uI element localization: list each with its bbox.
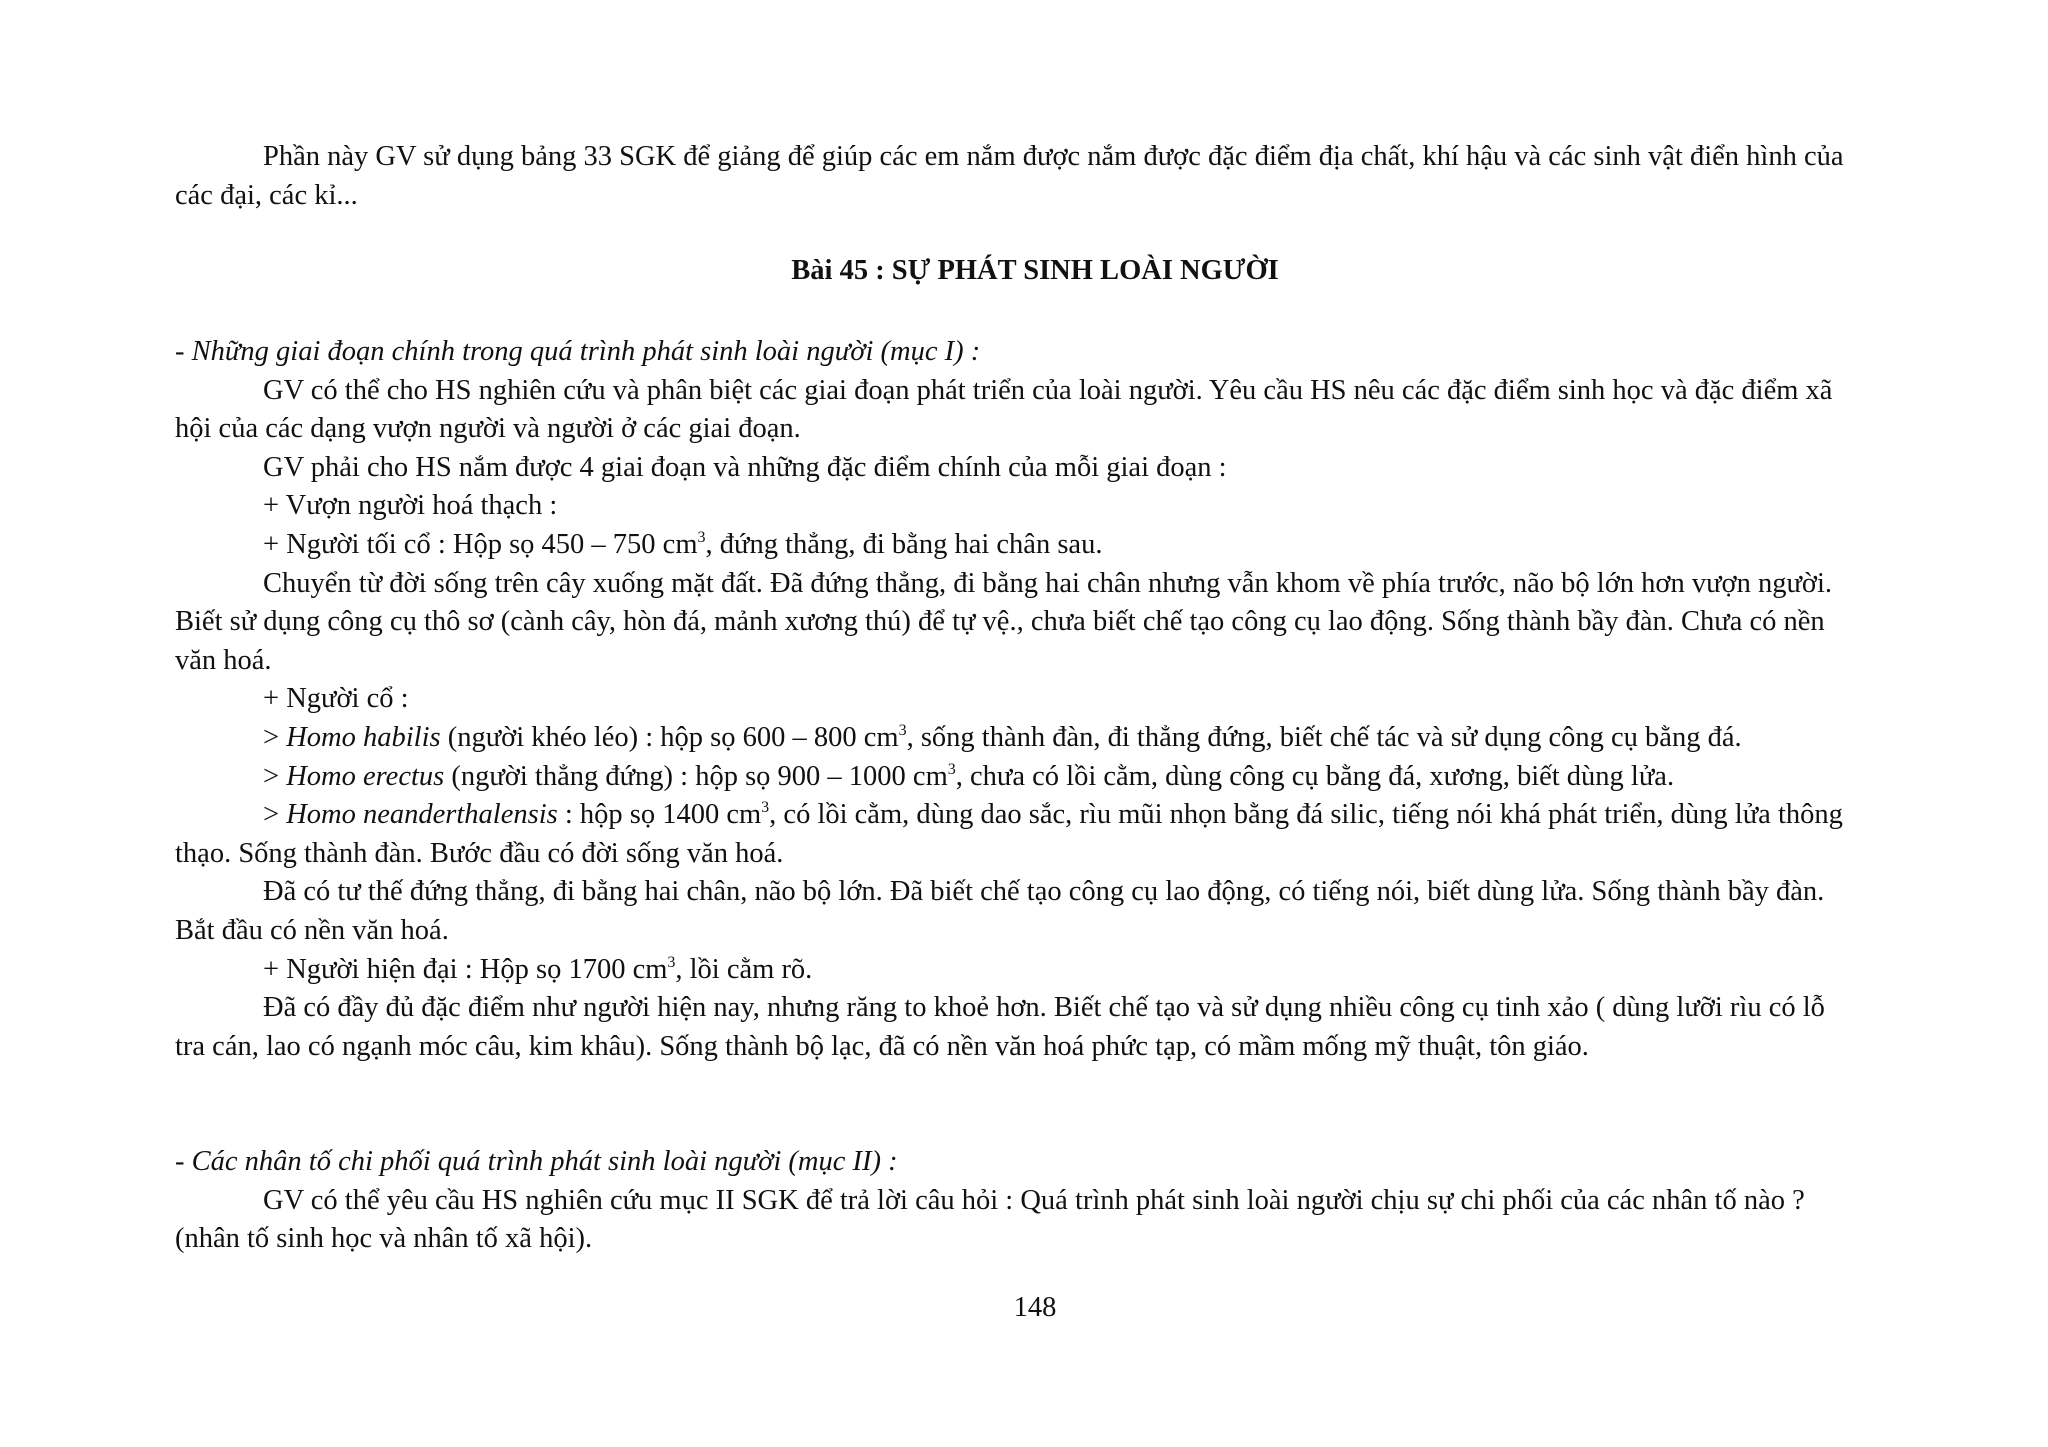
stage-nguoi-co: + Người cổ : <box>263 683 409 714</box>
homo-neanderthalensis-line-2: thạo. Sống thành đàn. Bước đầu có đời sống văn hoá. <box>175 838 784 869</box>
section2-p1-line2: (nhân tố sinh học và nhân tố xã hội). <box>175 1223 593 1254</box>
homo-habilis-line: > Homo habilis (người khéo léo) : hộp sọ 600 – 800 $cm^3$, sống thành đàn, đi thẳng đứng, biết chế tác và sử dụng công cụ bằng đá. <box>263 722 1742 753</box>
stage-nguoi-toi-co-desc-1: Chuyển từ đời sống trên cây xuống mặt đất. Đã đứng thẳng, đi bằng hai chân nhưng vẫn khom về phía trước, não bộ lớn hơn vượn người. <box>263 568 1833 599</box>
intro-line-1: Phần này GV sử dụng bảng 33 SGK để giảng để giúp các em nắm được nắm được đặc điểm địa chất, khí hậu và các sinh vật điển hình của <box>263 141 1844 172</box>
section1-heading: - Những giai đoạn chính trong quá trình phát sinh loài người (mục I) : <box>175 336 981 367</box>
stage-nguoi-hien-dai-desc-1: Đã có đầy đủ đặc điểm như người hiện nay, nhưng răng to khoẻ hơn. Biết chế tạo và sử dụng nhiều công cụ tinh xảo ( dùng lưỡi rìu có lỗ <box>263 992 1825 1023</box>
stage-nguoi-toi-co: + Người tối cổ : Hộp sọ 450 – 750 $cm^3$, đứng thẳng, đi bằng hai chân sau. <box>263 529 1103 560</box>
stage-nguoi-toi-co-desc-3: văn hoá. <box>175 645 272 676</box>
section1-p2: GV phải cho HS nắm được 4 giai đoạn và những đặc điểm chính của mỗi giai đoạn : <box>263 452 1227 483</box>
stage-nguoi-toi-co-desc-2: Biết sử dụng công cụ thô sơ (cành cây, hòn đá, mảnh xương thú) để tự vệ., chưa biết chế tạo công cụ lao động. Sống thành bầy đàn. Chưa có nền <box>175 606 1825 637</box>
section1-p1-line2: hội của các dạng vượn người và người ở các giai đoạn. <box>175 413 801 444</box>
homo-neanderthalensis-line: > Homo neanderthalensis : hộp sọ 1400 $cm^3$, có lồi cằm, dùng dao sắc, rìu mũi nhọn bằng đá silic, tiếng nói khá phát triển, dùng lửa thông <box>263 799 1843 830</box>
stage-vuon-nguoi: + Vượn người hoá thạch : <box>263 490 558 521</box>
homo-erectus-line: > Homo erectus (người thẳng đứng) : hộp sọ 900 – 1000 $cm^3$, chưa có lồi cằm, dùng công cụ bằng đá, xương, biết dùng lửa. <box>263 761 1675 792</box>
section2-heading: - Các nhân tố chi phối quá trình phát sinh loài người (mục II) : <box>175 1146 898 1177</box>
stage-nguoi-hien-dai-desc-2: tra cán, lao có ngạnh móc câu, kim khâu). Sống thành bộ lạc, đã có nền văn hoá phức tạp, có mầm mống mỹ thuật, tôn giáo. <box>175 1031 1589 1062</box>
stage-nguoi-hien-dai: + Người hiện đại : Hộp sọ 1700 $cm^3$, lồi cằm rõ. <box>263 954 813 985</box>
stage-nguoi-co-desc-2: Bắt đầu có nền văn hoá. <box>175 915 449 946</box>
intro-line-2: các đại, các kỉ... <box>175 180 358 211</box>
page-number: 148 <box>1013 1292 1057 1323</box>
stage-nguoi-co-desc-1: Đã có tư thế đứng thẳng, đi bằng hai chân, não bộ lớn. Đã biết chế tạo công cụ lao động, có tiếng nói, biết dùng lửa. Sống thành bầy đàn. <box>263 876 1825 907</box>
section2-p1-line1: GV có thể yêu cầu HS nghiên cứu mục II SGK để trả lời câu hỏi : Quá trình phát sinh loài người chịu sự chi phối của các nhân tố nào ? <box>263 1185 1805 1216</box>
lesson-title: Bài 45 : SỰ PHÁT SINH LOÀI NGƯỜI <box>791 255 1279 286</box>
section1-p1-line1: GV có thể cho HS nghiên cứu và phân biệt các giai đoạn phát triển của loài người. Yêu cầu HS nêu các đặc điểm sinh học và đặc điểm xã <box>263 375 1833 406</box>
